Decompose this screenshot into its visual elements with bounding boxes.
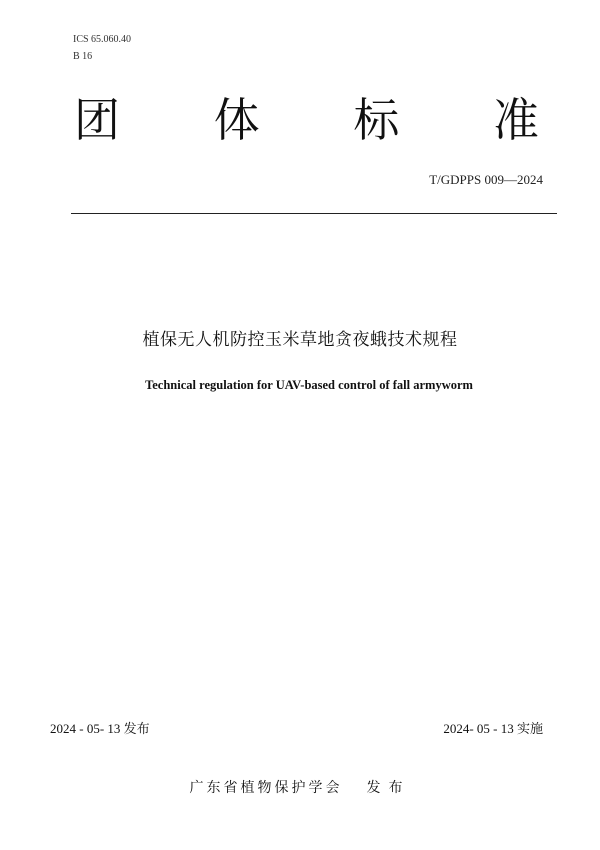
- publisher-organization: 广东省植物保护学会: [189, 780, 343, 796]
- standard-number: T/GDPPS 009—2024: [429, 172, 543, 187]
- ics-code: ICS 65.060.40: [73, 34, 132, 45]
- header-divider: [71, 213, 557, 214]
- release-date: 2024 - 05- 13 发布: [50, 721, 150, 736]
- standard-type-heading: [74, 94, 539, 146]
- publisher-action: 发布: [366, 780, 411, 796]
- classification-codes: [73, 31, 131, 65]
- standard-type-char: 标: [353, 93, 400, 147]
- standard-type-char: 体: [213, 93, 260, 147]
- implementation-date: 2024- 05 - 13 实施: [443, 721, 543, 736]
- publisher-line: [0, 777, 600, 797]
- standard-type-char: 团: [74, 93, 120, 147]
- ccs-code: B 16: [73, 51, 93, 62]
- title-chinese: 植保无人机防控玉米草地贪夜蛾技术规程: [142, 330, 458, 350]
- title-english: Technical regulation for UAV-based control of fall armyworm: [145, 378, 473, 392]
- standard-type-char: 准: [492, 93, 539, 147]
